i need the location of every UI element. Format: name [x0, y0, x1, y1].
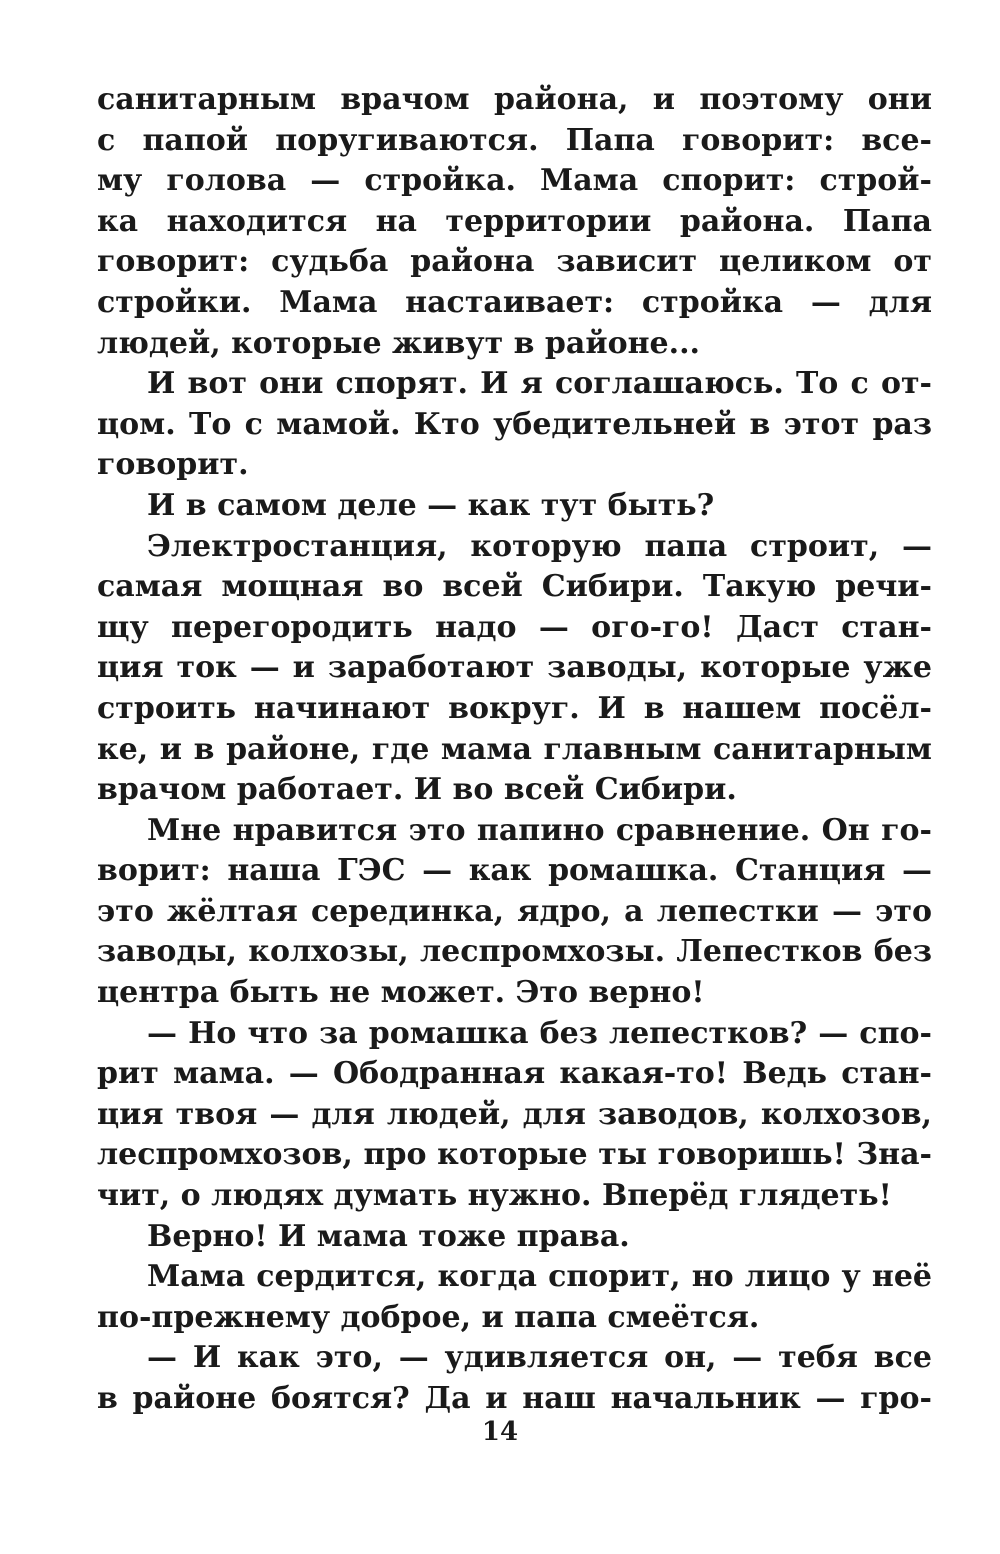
text-line: щу перегородить надо — ого-го! Даст стан-: [97, 609, 932, 645]
text-line: рит мама. — Ободранная какая-то! Ведь стан-: [97, 1056, 932, 1092]
text-line: леспромхозов, про которые ты говоришь! Зна-: [97, 1137, 932, 1173]
text-line: ворит: наша ГЭС — как ромашка. Станция —: [97, 853, 932, 889]
text-line: Верно! И мама тоже права.: [147, 1218, 630, 1254]
body-text: [97, 80, 932, 1420]
text-line: И вот они спорят. И я соглашаюсь. То с от-: [147, 366, 932, 402]
text-line: центра быть не может. Это верно!: [97, 975, 705, 1011]
text-line: людей, которые живут в районе...: [97, 325, 700, 361]
text-line: говорит.: [97, 447, 249, 483]
text-line: ция твоя — для людей, для заводов, колхозов,: [97, 1096, 932, 1132]
text-line: му голова — стройка. Мама спорит: строй-: [97, 163, 932, 199]
text-line: Электростанция, которую папа строит, —: [147, 528, 932, 564]
text-line: стройки. Мама настаивает: стройка — для: [97, 284, 932, 320]
text-line: ция ток — и заработают заводы, которые уже: [97, 650, 932, 686]
text-line: это жёлтая серединка, ядро, а лепестки — это: [97, 893, 932, 929]
text-line: самая мощная во всей Сибири. Такую речи-: [97, 569, 932, 605]
text-line: — И как это, — удивляется он, — тебя все: [147, 1340, 932, 1376]
text-line: заводы, колхозы, леспромхозы. Лепестков без: [97, 934, 932, 970]
text-line: И в самом деле — как тут быть?: [147, 487, 715, 523]
text-line: по-прежнему доброе, и папа смеётся.: [97, 1299, 760, 1335]
text-line: с папой поругиваются. Папа говорит: все-: [97, 122, 932, 158]
text-line: ка находится на территории района. Папа: [97, 203, 932, 239]
text-line: врачом работает. И во всей Сибири.: [97, 772, 737, 808]
text-line: цом. То с мамой. Кто убедительней в этот раз: [97, 406, 932, 442]
text-line: Мама сердится, когда спорит, но лицо у неё: [147, 1259, 932, 1295]
text-line: строить начинают вокруг. И в нашем посёл-: [97, 690, 932, 726]
text-line: чит, о людях думать нужно. Вперёд глядеть!: [97, 1178, 892, 1214]
text-line: Мне нравится это папино сравнение. Он го-: [147, 812, 932, 848]
text-line: санитарным врачом района, и поэтому они: [97, 82, 932, 117]
text-line: говорит: судьба района зависит целиком от: [97, 244, 932, 280]
text-line: ке, и в районе, где мама главным санитарным: [97, 731, 932, 767]
text-line: — Но что за ромашка без лепестков? — спо-: [147, 1015, 932, 1051]
page-number: 14: [481, 1417, 519, 1447]
text-line: в районе боятся? Да и наш начальник — гро-: [97, 1381, 932, 1416]
